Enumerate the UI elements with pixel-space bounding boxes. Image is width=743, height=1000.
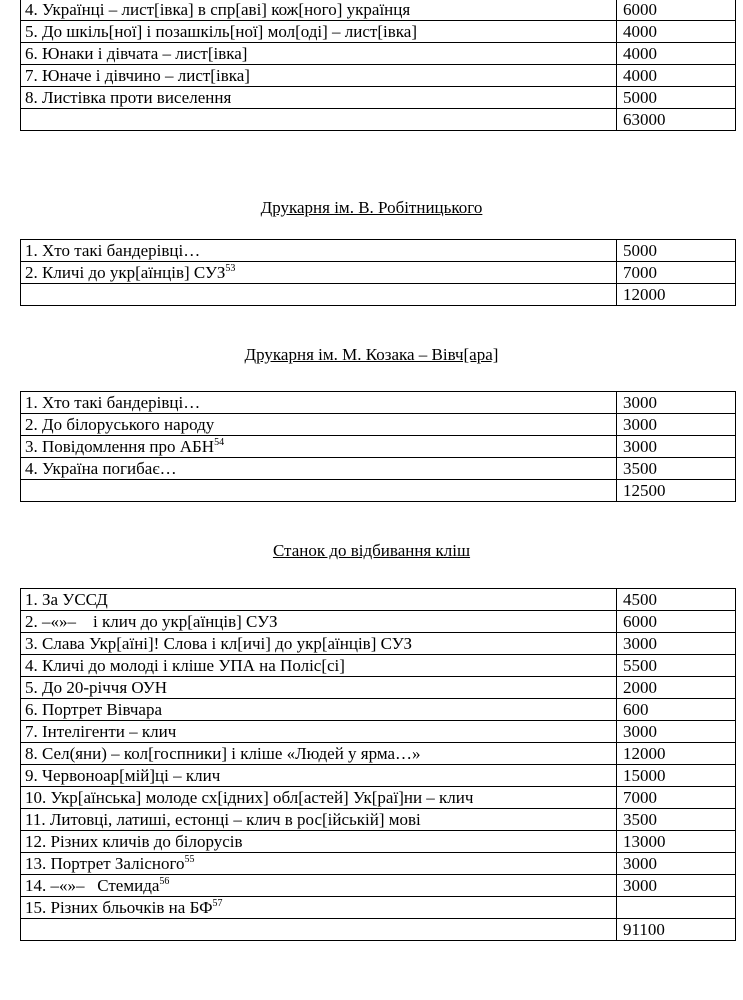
table-row	[21, 392, 736, 414]
section-heading-text: Друкарня ім. М. Козака – Вівч[ара]	[244, 345, 499, 364]
table-row	[21, 699, 736, 721]
table-row	[21, 262, 736, 284]
item-title-cell	[21, 853, 617, 875]
table-row	[21, 633, 736, 655]
item-count: 4000	[617, 65, 736, 87]
section-heading-text: Станок до відбивання кліш	[272, 541, 471, 560]
item-title-cell	[21, 262, 617, 284]
total-row	[21, 284, 736, 306]
item-title: 3. Слава Укр[аїні]! Слова і кл[ичі] до укр[аїнців] СУЗ	[21, 633, 617, 655]
item-count: 3000	[617, 436, 736, 458]
table-row	[21, 765, 736, 787]
table-row	[21, 43, 736, 65]
table-row	[21, 436, 736, 458]
print-table-3	[20, 391, 736, 502]
item-count: 3000	[617, 392, 736, 414]
item-count: 2000	[617, 677, 736, 699]
item-title: 1. Хто такі бандерівці…	[21, 392, 617, 414]
footnote-marker: 56	[159, 876, 170, 887]
item-title: 10. Укр[аїнська] молоде сх[ідних] обл[астей] Ук[раї]ни – клич	[21, 787, 617, 809]
table-row	[21, 589, 736, 611]
item-count: 12000	[617, 743, 736, 765]
item-title: 11. Литовці, латиші, естонці – клич в рос[ійській] мові	[21, 809, 617, 831]
print-table-4	[20, 588, 736, 941]
item-title: 7. Юначе і дівчино – лист[івка]	[21, 65, 617, 87]
table-row	[21, 897, 736, 919]
item-count	[617, 897, 736, 919]
item-title: 4. Кличі до молоді і кліше УПА на Поліс[сі]	[21, 655, 617, 677]
item-title: 4. Україна погибає…	[21, 458, 617, 480]
item-count: 6000	[617, 611, 736, 633]
item-count: 600	[617, 699, 736, 721]
footnote-marker: 53	[225, 263, 236, 274]
item-count: 4000	[617, 43, 736, 65]
item-title: 12. Різних кличів до білорусів	[21, 831, 617, 853]
item-count: 5000	[617, 87, 736, 109]
total-row	[21, 480, 736, 502]
table-row	[21, 414, 736, 436]
table-row	[21, 677, 736, 699]
table-row	[21, 875, 736, 897]
table-row	[21, 831, 736, 853]
item-count: 3500	[617, 809, 736, 831]
table-row	[21, 458, 736, 480]
footnote-marker: 55	[184, 854, 195, 865]
item-title: 7. Інтелігенти – клич	[21, 721, 617, 743]
total-row	[21, 919, 736, 941]
table-row	[21, 655, 736, 677]
item-count: 5500	[617, 655, 736, 677]
table-row	[21, 787, 736, 809]
item-count: 7000	[617, 787, 736, 809]
item-count: 3000	[617, 875, 736, 897]
item-title: 4. Українці – лист[івка] в спр[аві] кож[ного] українця	[21, 0, 617, 21]
table-row	[21, 611, 736, 633]
item-count: 4000	[617, 21, 736, 43]
item-title: 2. Кличі до укр[аїнців] СУЗ	[25, 263, 226, 282]
item-title-cell	[21, 897, 617, 919]
item-title: 8. Сел(яни) – кол[госпники] і кліше «Людей у ярма…»	[21, 743, 617, 765]
item-title-cell	[21, 875, 617, 897]
total-label-empty	[21, 284, 617, 306]
item-title: 1. За УССД	[21, 589, 617, 611]
item-title: 2. До білоруського народу	[21, 414, 617, 436]
total-row	[21, 109, 736, 131]
table-row	[21, 21, 736, 43]
item-count: 7000	[617, 262, 736, 284]
total-count: 63000	[617, 109, 736, 131]
item-title: 1. Хто такі бандерівці…	[21, 240, 617, 262]
item-count: 4500	[617, 589, 736, 611]
item-title: 15. Різних бльочків на БФ	[25, 898, 213, 917]
total-label-empty	[21, 480, 617, 502]
table-row	[21, 809, 736, 831]
item-title: 3. Повідомлення про АБН	[25, 437, 215, 456]
item-title: 2. –«»– і клич до укр[аїнців] СУЗ	[21, 611, 617, 633]
item-count: 3000	[617, 633, 736, 655]
item-count: 6000	[617, 0, 736, 21]
item-count: 13000	[617, 831, 736, 853]
item-count: 3500	[617, 458, 736, 480]
total-count: 12500	[617, 480, 736, 502]
table-row	[21, 853, 736, 875]
item-count: 15000	[617, 765, 736, 787]
item-count: 3000	[617, 414, 736, 436]
item-count: 5000	[617, 240, 736, 262]
item-title: 5. До 20-річчя ОУН	[21, 677, 617, 699]
item-title: 8. Листівка проти виселення	[21, 87, 617, 109]
total-label-empty	[21, 109, 617, 131]
item-title: 5. До шкіль[ної] і позашкіль[ної] мол[оді] – лист[івка]	[21, 21, 617, 43]
footnote-marker: 54	[214, 437, 225, 448]
item-count: 3000	[617, 721, 736, 743]
item-title: 14. –«»– Стемида	[25, 876, 160, 895]
item-title-cell	[21, 436, 617, 458]
print-table-2	[20, 239, 736, 306]
total-label-empty	[21, 919, 617, 941]
total-count: 12000	[617, 284, 736, 306]
item-count: 3000	[617, 853, 736, 875]
item-title: 6. Портрет Вівчара	[21, 699, 617, 721]
total-count: 91100	[617, 919, 736, 941]
section-heading	[0, 198, 743, 218]
item-title: 6. Юнаки і дівчата – лист[івка]	[21, 43, 617, 65]
section-heading-text: Друкарня ім. В. Робітницького	[260, 198, 483, 217]
item-title: 9. Червоноар[мій]ці – клич	[21, 765, 617, 787]
item-title: 13. Портрет Залісного	[25, 854, 185, 873]
table-row	[21, 0, 736, 21]
table-row	[21, 240, 736, 262]
section-heading	[0, 541, 743, 561]
table-row	[21, 743, 736, 765]
print-table-1	[20, 0, 736, 131]
table-row	[21, 87, 736, 109]
footnote-marker: 57	[212, 898, 223, 909]
section-heading	[0, 345, 743, 365]
table-row	[21, 65, 736, 87]
table-row	[21, 721, 736, 743]
